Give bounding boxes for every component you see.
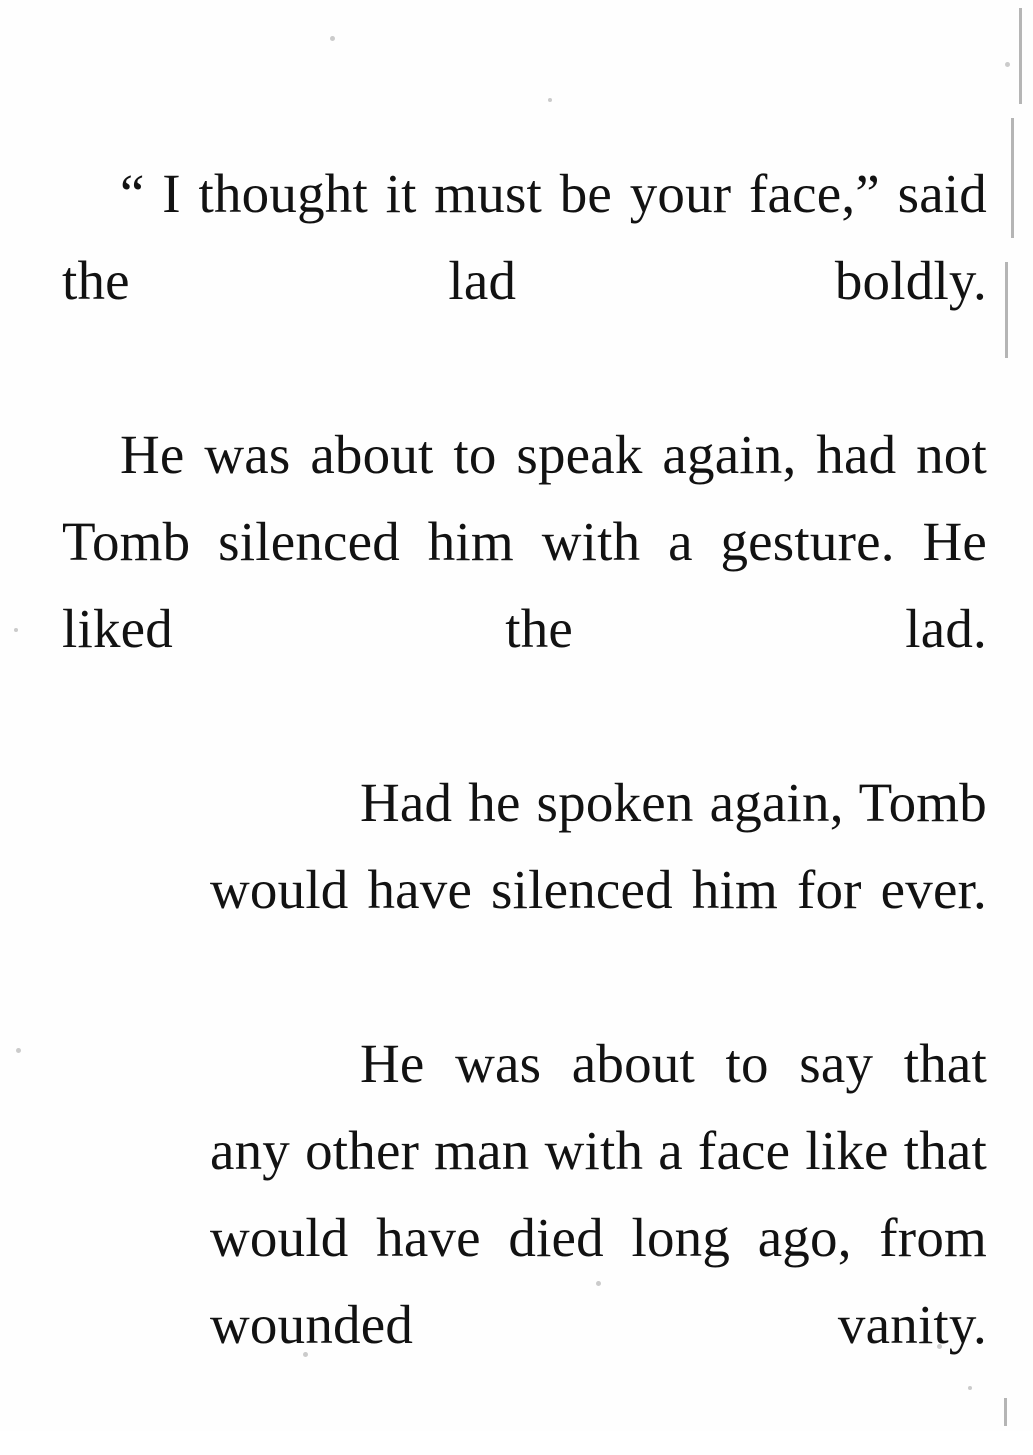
paragraph-1: “ I thought it must be your face,” said the lad boldly. bbox=[62, 163, 987, 311]
scan-speck bbox=[1005, 62, 1010, 67]
scan-speck bbox=[14, 628, 18, 632]
paragraph-3: Had he spoken again, Tomb would have silenced him for ever. bbox=[210, 772, 987, 920]
scan-speck bbox=[330, 36, 335, 41]
scan-edge-mark bbox=[1004, 1398, 1007, 1426]
scan-edge-mark bbox=[1019, 8, 1022, 104]
scan-speck bbox=[548, 98, 552, 102]
scan-edge-mark bbox=[1005, 262, 1008, 358]
paragraph-2: He was about to speak again, had not Tomb silenced him with a gesture. He liked the lad. bbox=[62, 424, 987, 659]
page-text-block bbox=[62, 150, 987, 1455]
paragraph-4: He was about to say that any other man with a face like that would have died long ago, from wounded vanity. bbox=[210, 1033, 987, 1355]
scan-speck bbox=[16, 1048, 21, 1053]
scan-edge-mark bbox=[1011, 118, 1014, 238]
